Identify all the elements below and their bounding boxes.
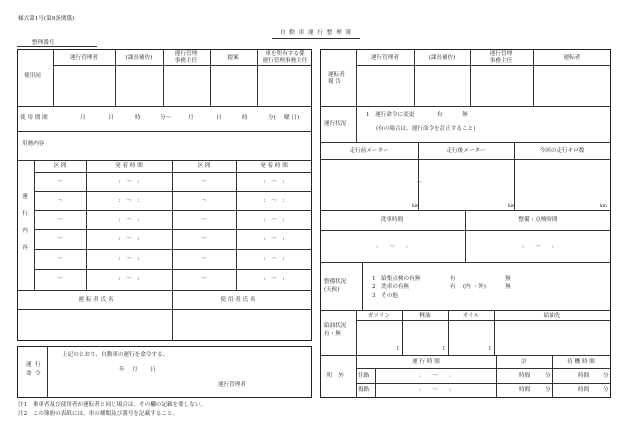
- gai-inbound: 復路: [358, 387, 370, 393]
- r-col-unko-kanrisha: 運行管理者: [371, 55, 399, 61]
- unko-change-yes: 有: [437, 112, 443, 118]
- row6-time-2: : 〜 :: [263, 276, 285, 282]
- gai-total: 計: [521, 359, 527, 365]
- gai-inbound-range: : 〜 :: [419, 387, 451, 393]
- seibi-item3: 3 その他: [372, 293, 398, 299]
- col-kacho-hosa: (課長補佐): [125, 55, 153, 61]
- row2-tilde-1: 〜: [57, 198, 63, 204]
- gaishutsu-label: 町 外: [327, 373, 344, 379]
- seibi-label-2: (天候): [324, 287, 340, 293]
- order-label-4: 令: [35, 371, 41, 377]
- user-name-label: 使 用 者 氏 名: [220, 297, 256, 303]
- col-hatchaku-1: 発 着 時 間: [115, 163, 143, 169]
- time-min-1: 分〜: [160, 115, 172, 121]
- time-hour-2: 時: [242, 115, 248, 121]
- driver-report-1: 運転者: [328, 72, 345, 78]
- gai-in-wait-min: 分: [603, 387, 609, 393]
- row6-tilde-1: 〜: [57, 276, 63, 282]
- gai-in-hours: 時間: [519, 387, 531, 393]
- seibi-item2: 2 洗車の有無: [372, 284, 410, 290]
- order-text: 上記のとおり、自動車の運行を命令する。: [62, 352, 169, 358]
- time-day-2: 日: [216, 115, 222, 121]
- order-day: 日: [150, 367, 156, 373]
- unko-change-note: (有の場合は、運行命令を訂正すること): [376, 126, 476, 132]
- seiri-number-label: 整理番号: [32, 40, 55, 46]
- col-kukan-2: 区 間: [197, 163, 211, 169]
- maint-time-range: : 〜 :: [522, 244, 554, 250]
- note-1: 注1 乗車者及び使用者が運転者と同じ場合は、その欄の記載を要しない。: [18, 402, 207, 408]
- unko-naiyo-v2: 行: [22, 211, 28, 217]
- meter-after-unit: km: [508, 204, 515, 209]
- row6-tilde-2: 〜: [201, 276, 207, 282]
- col-shoyu-2: 運行管理事務主任: [262, 58, 308, 64]
- fuel-diesel-unit: l: [443, 346, 445, 352]
- col-shoyu-1: 車を所有する係: [265, 51, 305, 57]
- wash-time-range: : 〜 :: [376, 244, 408, 250]
- form-title: 自 動 車 運 行 整 理 簿: [279, 30, 353, 36]
- row5-time-2: : 〜 :: [263, 256, 285, 262]
- unko-change-label: 1 運行命令に変更: [366, 112, 415, 118]
- wash-time: 洗車時間: [380, 217, 404, 223]
- gai-in-wait-hours: 時間: [578, 387, 590, 393]
- order-label-1: 運: [26, 362, 32, 368]
- row2-time-1: : 〜 :: [118, 198, 140, 204]
- row4-tilde-1: 〜: [57, 236, 63, 242]
- seibi-label-1: 整備状況: [324, 279, 347, 285]
- fuel-diesel: 軽油: [419, 313, 431, 319]
- fuel-oil-unit: l: [489, 346, 491, 352]
- form-number: 様式第1号(第9条関係): [18, 16, 75, 22]
- r-col-shunin-1: 運行管理: [489, 51, 513, 57]
- fuel-gasoline-unit: l: [397, 346, 399, 352]
- yomu-naiyo-label: 用務内容: [22, 141, 45, 147]
- row3-tilde-1: 〜: [57, 217, 63, 223]
- r-col-kacho-hosa: (課長補佐): [428, 55, 456, 61]
- order-label-3: 命: [26, 371, 32, 377]
- meter-before: 走行前メーター: [349, 148, 389, 154]
- row1-tilde-2: 〜: [201, 179, 207, 185]
- seibi-item1: 1 給集点検の有無: [372, 276, 421, 282]
- gai-outbound: 往路: [358, 373, 370, 379]
- row5-tilde-2: 〜: [201, 256, 207, 262]
- seibi-item1-no: 無: [505, 276, 511, 282]
- meter-distance: 今回の走行キロ数: [539, 148, 585, 154]
- col-unko-kanrisha: 運行管理者: [70, 55, 98, 61]
- row1-tilde-1: 〜: [57, 179, 63, 185]
- time-month-2: 月: [188, 115, 194, 121]
- row3-tilde-2: 〜: [201, 217, 207, 223]
- unko-naiyo-v1: 運: [22, 194, 28, 200]
- order-month: 月: [132, 367, 138, 373]
- row4-time-2: : 〜 :: [263, 236, 285, 242]
- driver-name-label: 運 転 者 氏 名: [78, 297, 114, 303]
- time-day-1: 日: [108, 115, 114, 121]
- row3-time-1: : 〜 :: [118, 217, 140, 223]
- time-weekday: 曜 日): [284, 115, 300, 121]
- time-hour-1: 時: [135, 115, 141, 121]
- row4-time-1: : 〜 :: [118, 236, 140, 242]
- driver-report-2: 報 告: [328, 79, 341, 85]
- col-kukan-1: 区 間: [53, 163, 67, 169]
- seibi-item2-no: 無: [505, 284, 511, 290]
- meter-before-unit: km: [412, 204, 419, 209]
- order-label-2: 行: [35, 362, 41, 368]
- row6-time-1: : 〜 :: [118, 276, 140, 282]
- meter-after: 走行後メーター: [446, 148, 486, 154]
- shiyosha-label: 使用同: [24, 73, 41, 79]
- row5-tilde-1: 〜: [57, 256, 63, 262]
- unko-naiyo-v4: 容: [22, 245, 28, 251]
- gai-out-hours: 時間: [519, 373, 531, 379]
- r-col-shunin-2: 事務主任: [489, 58, 513, 64]
- fuel-station: 給油先: [543, 313, 561, 319]
- seibi-item2-yes: 有: [450, 284, 456, 290]
- maint-time: 整備・点検時間: [518, 217, 558, 223]
- fuel-label-2: 有・無: [324, 331, 341, 337]
- fuel-label-1: 給油状況: [324, 323, 347, 329]
- gai-out-min: 分: [545, 373, 551, 379]
- col-shunin-1: 運行管理: [174, 51, 198, 57]
- unko-change-no: 無: [462, 112, 468, 118]
- col-shunin-2: 事務主任: [174, 58, 198, 64]
- row2-tilde-2: 〜: [201, 198, 207, 204]
- r-col-driver: 運転者: [563, 55, 581, 61]
- gai-outbound-range: : 〜 :: [419, 373, 451, 379]
- left-main-table: [17, 49, 312, 341]
- gai-wait: 待 機 時 間: [567, 359, 595, 365]
- row2-time-2: : 〜 :: [263, 198, 285, 204]
- meter-tilde: 〜: [416, 180, 422, 186]
- seibi-item1-yes: 有: [450, 276, 456, 282]
- seibi-item2-inout: (内 ・外): [463, 284, 486, 290]
- meter-distance-unit: km: [600, 204, 607, 209]
- time-min-2: 分(: [268, 115, 276, 121]
- col-hatchaku-2: 発 着 時 間: [260, 163, 288, 169]
- order-signer: 運行管理者: [218, 382, 246, 388]
- fuel-gasoline: ガソリン: [367, 313, 391, 319]
- row3-time-2: : 〜 :: [263, 217, 285, 223]
- row4-tilde-2: 〜: [201, 236, 207, 242]
- gai-unko-jikan: 運 行 時 間: [412, 359, 440, 365]
- row5-time-1: : 〜 :: [118, 256, 140, 262]
- shiyo-kikan-label: 使 用 期 間: [20, 115, 48, 121]
- unko-jokyo-label: 運行状況: [324, 121, 347, 127]
- gai-in-min: 分: [545, 387, 551, 393]
- order-year: 年: [119, 367, 125, 373]
- row1-time-1: : 〜 :: [118, 179, 140, 185]
- col-teian: 提案: [227, 55, 239, 61]
- fuel-oil: オイル: [462, 313, 480, 319]
- row1-time-2: : 〜 :: [263, 179, 285, 185]
- note-2: 注2 この簿冊の表紙には、車の種類及び番号を記載すること。: [18, 411, 179, 417]
- time-month-1: 月: [80, 115, 86, 121]
- unko-naiyo-v3: 内: [22, 228, 28, 234]
- gai-out-wait-hours: 時間: [578, 373, 590, 379]
- gai-out-wait-min: 分: [603, 373, 609, 379]
